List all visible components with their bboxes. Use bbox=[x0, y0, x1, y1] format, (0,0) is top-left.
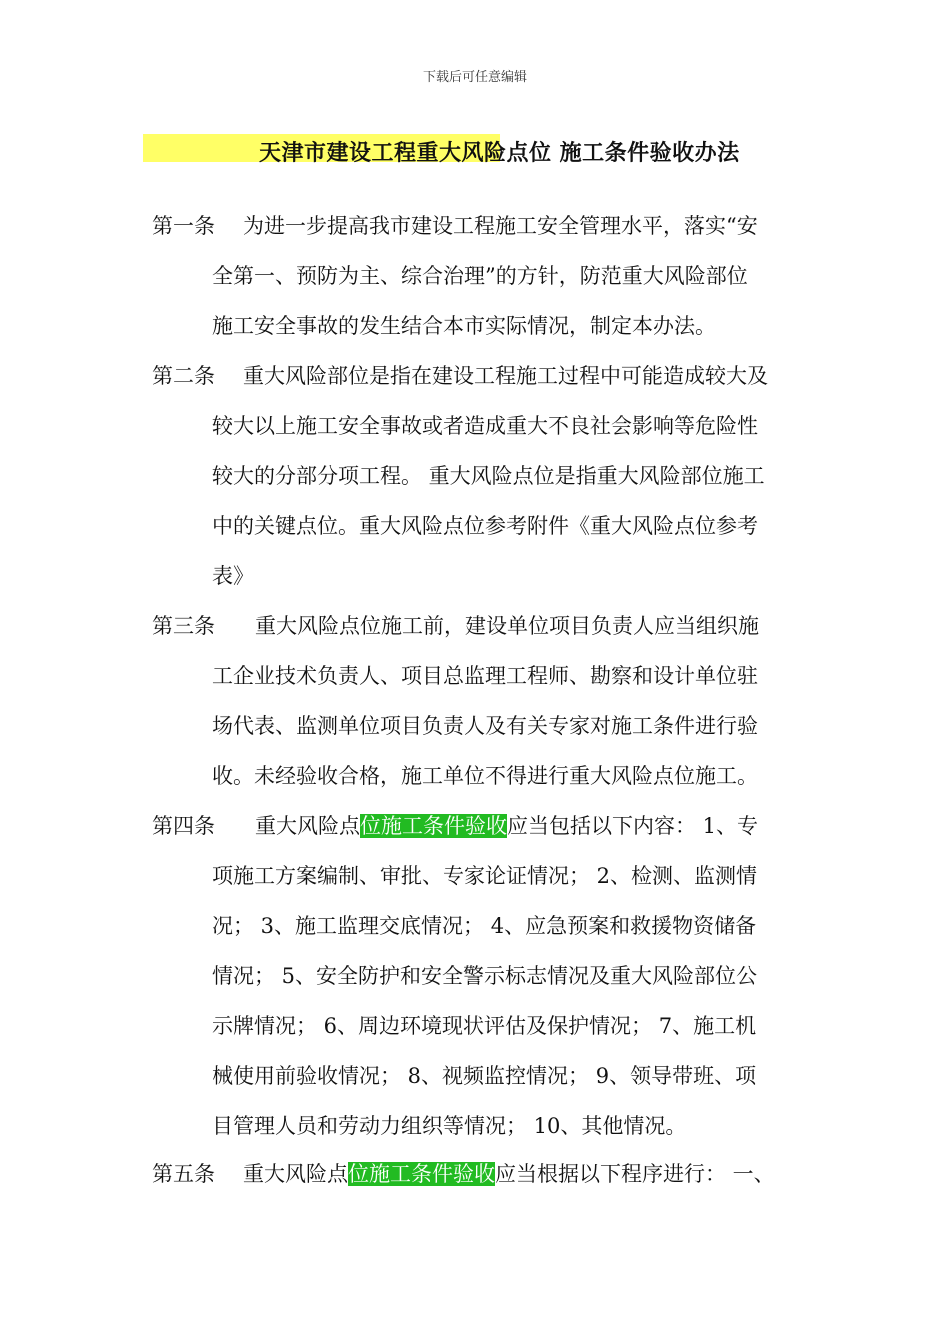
article-4-line-6: 械使用前验收情况； 8、视频监控情况； 9、领导带班、项 bbox=[212, 1064, 757, 1088]
article-1-line-2: 全第一、预防为主、综合治理”的方针，防范重大风险部位 bbox=[212, 264, 748, 288]
article-4-highlight: 位施工条件验收 bbox=[360, 814, 507, 838]
article-5 bbox=[152, 1159, 822, 1209]
title-part-2: 点位 施工条件验收办法 bbox=[506, 140, 740, 166]
article-3-line-2: 工企业技术负责人、项目总监理工程师、勘察和设计单位驻 bbox=[212, 664, 758, 688]
article-3-line-1 bbox=[152, 611, 822, 661]
article-2-line-4: 中的关键点位。重大风险点位参考附件《重大风险点位参考 bbox=[212, 514, 758, 538]
article-2-line-3: 较大的分部分项工程。 重大风险点位是指重大风险部位施工 bbox=[212, 464, 765, 488]
article-1-line-3: 施工安全事故的发生结合本市实际情况，制定本办法。 bbox=[212, 314, 716, 338]
article-3-text-1: 重大风险点位施工前，建设单位项目负责人应当组织施 bbox=[255, 614, 759, 638]
article-4-line-4: 情况； 5、安全防护和安全警示标志情况及重大风险部位公 bbox=[212, 964, 758, 988]
article-4-text-pre: 重大风险点 bbox=[255, 814, 360, 838]
article-3-number: 第三条 bbox=[152, 614, 215, 638]
article-3 bbox=[152, 611, 822, 811]
document-title bbox=[259, 136, 740, 167]
title-row bbox=[143, 134, 843, 164]
article-2-number: 第二条 bbox=[152, 364, 215, 388]
article-4 bbox=[152, 811, 822, 1161]
article-4-line-2: 项施工方案编制、审批、专家论证情况； 2、检测、监测情 bbox=[212, 864, 758, 888]
article-4-line-3: 况； 3、施工监理交底情况； 4、应急预案和救援物资储备 bbox=[212, 914, 757, 938]
article-3-line-3: 场代表、监测单位项目负责人及有关专家对施工条件进行验 bbox=[212, 714, 758, 738]
article-4-line-5: 示牌情况； 6、周边环境现状评估及保护情况； 7、施工机 bbox=[212, 1014, 757, 1038]
article-5-text-pre: 重大风险点 bbox=[243, 1162, 348, 1186]
header-note: 下载后可任意编辑 bbox=[422, 70, 527, 85]
article-5-number: 第五条 bbox=[152, 1162, 215, 1186]
article-4-line-7: 目管理人员和劳动力组织等情况； 10、其他情况。 bbox=[212, 1114, 687, 1138]
article-1-number: 第一条 bbox=[152, 214, 215, 238]
article-5-text-post: 应当根据以下程序进行： 一、 bbox=[495, 1162, 775, 1186]
article-4-number: 第四条 bbox=[152, 814, 215, 838]
article-2-line-1 bbox=[152, 361, 822, 411]
article-2-line-2: 较大以上施工安全事故或者造成重大不良社会影响等危险性 bbox=[212, 414, 758, 438]
article-2-text-1: 重大风险部位是指在建设工程施工过程中可能造成较大及 bbox=[243, 364, 768, 388]
article-3-line-4: 收。未经验收合格，施工单位不得进行重大风险点位施工。 bbox=[212, 764, 758, 788]
article-1 bbox=[152, 211, 822, 361]
title-part-1: 天津市建设工程重大风险 bbox=[259, 140, 507, 166]
article-1-text-1: 为进一步提高我市建设工程施工安全管理水平，落实“安 bbox=[243, 214, 758, 238]
article-5-line-1 bbox=[152, 1159, 822, 1209]
article-2-line-5: 表》 bbox=[212, 564, 254, 588]
article-5-highlight: 位施工条件验收 bbox=[348, 1162, 495, 1186]
article-1-line-1 bbox=[152, 211, 822, 261]
article-4-line-1 bbox=[152, 811, 822, 861]
article-4-text-post: 应当包括以下内容： 1、专 bbox=[507, 814, 759, 838]
article-2 bbox=[152, 361, 822, 611]
